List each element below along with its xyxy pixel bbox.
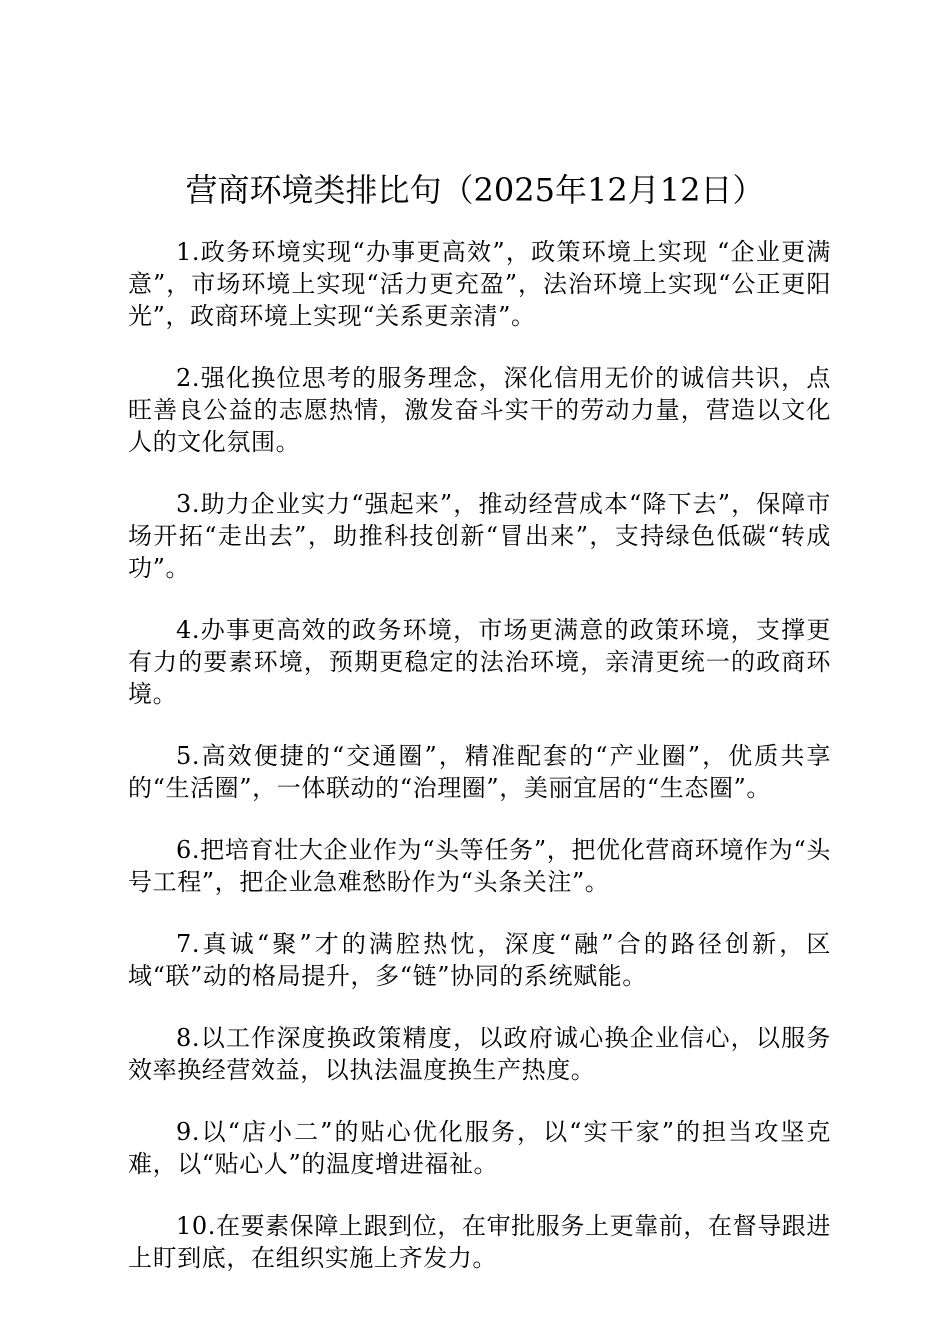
paragraph-9: 9.以“店小二”的贴心优化服务，以“实干家”的担当攻坚克难，以“贴心人”的温度增进福祉。 xyxy=(128,1118,831,1178)
paragraph-1: 1.政务环境实现“办事更高效”，政策环境上实现 “企业更满意”，市场环境上实现“活力更充盈”，法治环境上实现“公正更阳光”，政商环境上实现“关系更亲清”。 xyxy=(128,238,831,330)
paragraph-10: 10.在要素保障上跟到位，在审批服务上更靠前，在督导跟进上盯到底，在组织实施上齐发力。 xyxy=(128,1212,831,1272)
paragraph-8: 8.以工作深度换政策精度，以政府诚心换企业信心，以服务效率换经营效益，以执法温度换生产热度。 xyxy=(128,1024,831,1084)
document-body xyxy=(128,236,831,1304)
paragraph-3: 3.助力企业实力“强起来”，推动经营成本“降下去”，保障市场开拓“走出去”，助推科技创新“冒出来”，支持绿色低碳“转成功”。 xyxy=(128,490,831,582)
paragraph-7: 7.真诚“聚”才的满腔热忱，深度“融”合的路径创新，区域“联”动的格局提升，多“链”协同的系统赋能。 xyxy=(128,930,831,990)
paragraph-4: 4.办事更高效的政务环境，市场更满意的政策环境，支撑更有力的要素环境，预期更稳定的法治环境，亲清更统一的政商环境。 xyxy=(128,616,831,708)
paragraph-5: 5.高效便捷的“交通圈”，精准配套的“产业圈”，优质共享的“生活圈”，一体联动的“治理圈”，美丽宜居的“生态圈”。 xyxy=(128,742,831,802)
document-title: 营商环境类排比句（2025年12月12日） xyxy=(185,171,765,209)
paragraph-2: 2.强化换位思考的服务理念，深化信用无价的诚信共识，点旺善良公益的志愿热情，激发奋斗实干的劳动力量，营造以文化人的文化氛围。 xyxy=(128,364,831,456)
paragraph-6: 6.把培育壮大企业作为“头等任务”，把优化营商环境作为“头号工程”，把企业急难愁盼作为“头条关注”。 xyxy=(128,836,831,896)
